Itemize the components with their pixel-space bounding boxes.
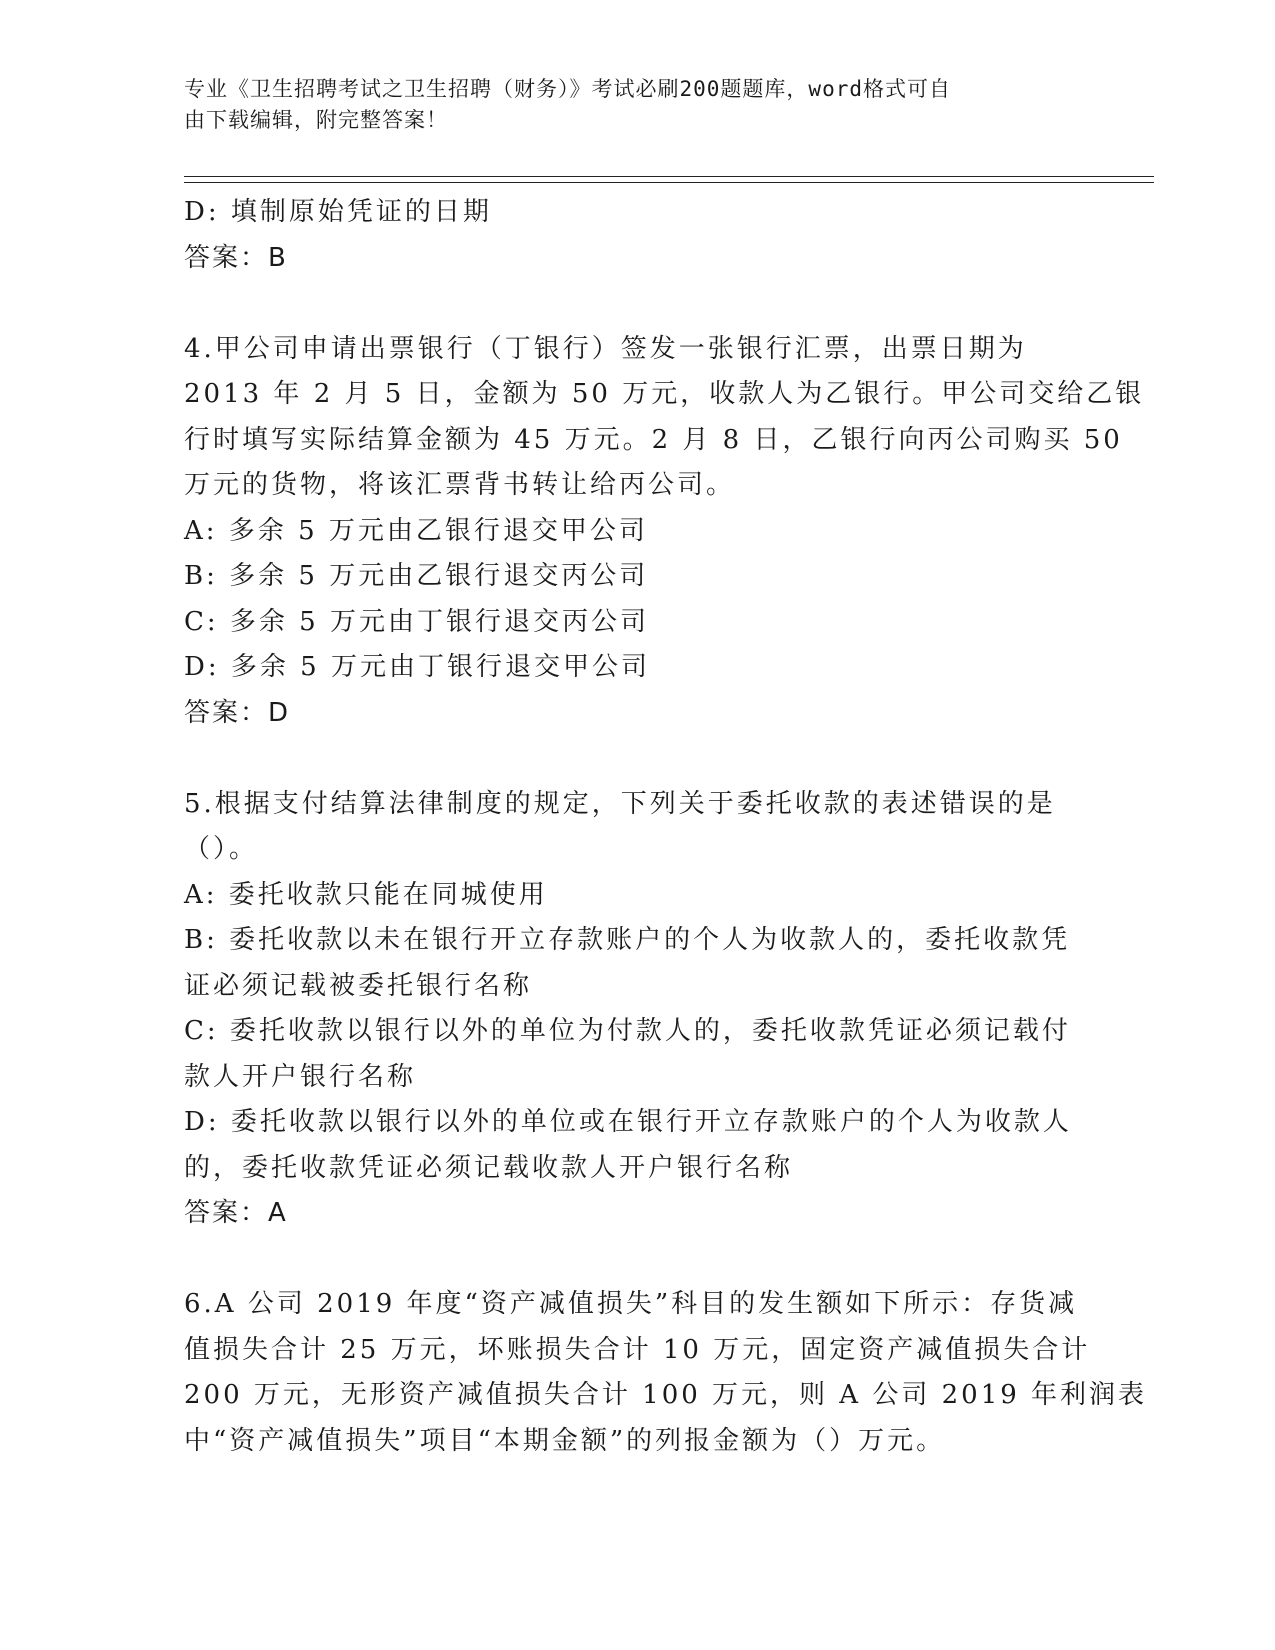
- option-d-continued: 的，委托收款凭证必须记载收款人开户银行名称: [184, 1152, 794, 1183]
- question-5: [184, 782, 1084, 1237]
- option-a: A: 多余 5 万元由乙银行退交甲公司: [184, 515, 648, 546]
- question-stem-line: 行时填写实际结算金额为 45 万元。2 月 8 日，乙银行向丙公司购买 50: [184, 424, 1123, 455]
- option-a: A: 委托收款只能在同城使用: [184, 879, 548, 910]
- answer-line: 答案：D: [184, 697, 291, 728]
- option-c-continued: 款人开户银行名称: [184, 1061, 417, 1092]
- option-d: D: 填制原始凭证的日期: [184, 197, 492, 227]
- option-c: C: 多余 5 万元由丁银行退交丙公司: [184, 606, 649, 637]
- question-stem-line: 4.甲公司申请出票银行（丁银行）签发一张银行汇票，出票日期为: [184, 333, 1027, 364]
- document-body: [184, 190, 1148, 1464]
- question-stem-line: 200 万元，无形资产减值损失合计 100 万元，则 A 公司 2019 年利润表: [184, 1380, 1148, 1410]
- question-stem-line: 2013 年 2 月 5 日，金额为 50 万元，收款人为乙银行。甲公司交给乙银: [184, 379, 1145, 409]
- spacer: [184, 736, 1084, 782]
- option-b: B: 多余 5 万元由乙银行退交丙公司: [184, 561, 649, 591]
- header-line-2: 由下载编辑，附完整答案！: [184, 108, 448, 132]
- spacer: [184, 1237, 1084, 1283]
- question-stem-line: 值损失合计 25 万元，坏账损失合计 10 万元，固定资产减值损失合计: [184, 1334, 1091, 1365]
- header-line-1: 专业《卫生招聘考试之卫生招聘（财务）》考试必刷200题题库，word格式可自: [184, 77, 951, 101]
- question-stem-line: 5.根据支付结算法律制度的规定，下列关于委托收款的表述错误的是: [184, 788, 1056, 819]
- document-header: [184, 74, 1064, 136]
- question-stem-line: 万元的货物，将该汇票背书转让给丙公司。: [184, 470, 736, 500]
- header-divider-bottom: [184, 182, 1154, 183]
- option-b: B: 委托收款以未在银行开立存款账户的个人为收款人的，委托收款凭: [184, 925, 1071, 955]
- option-c: C: 委托收款以银行以外的单位为付款人的，委托收款凭证必须记载付: [184, 1016, 1071, 1046]
- header-divider-top: [184, 176, 1154, 177]
- option-d: D: 多余 5 万元由丁银行退交甲公司: [184, 652, 650, 682]
- answer-line: 答案：A: [184, 1198, 288, 1228]
- question-stem-line: （）。: [184, 834, 259, 864]
- question-stem-line: 中“资产减值损失”项目“本期金额”的列报金额为（）万元。: [184, 1425, 946, 1456]
- option-d: D: 委托收款以银行以外的单位或在银行开立存款账户的个人为收款人: [184, 1107, 1072, 1137]
- option-b-continued: 证必须记载被委托银行名称: [184, 970, 533, 1001]
- spacer: [184, 281, 1084, 327]
- question-stem-line: 6.A 公司 2019 年度“资产减值损失”科目的发生额如下所示：存货减: [184, 1289, 1078, 1319]
- question-6: [184, 1282, 1148, 1464]
- question-3: [184, 190, 1084, 281]
- question-4: [184, 327, 1145, 737]
- answer-line: 答案：B: [184, 242, 288, 273]
